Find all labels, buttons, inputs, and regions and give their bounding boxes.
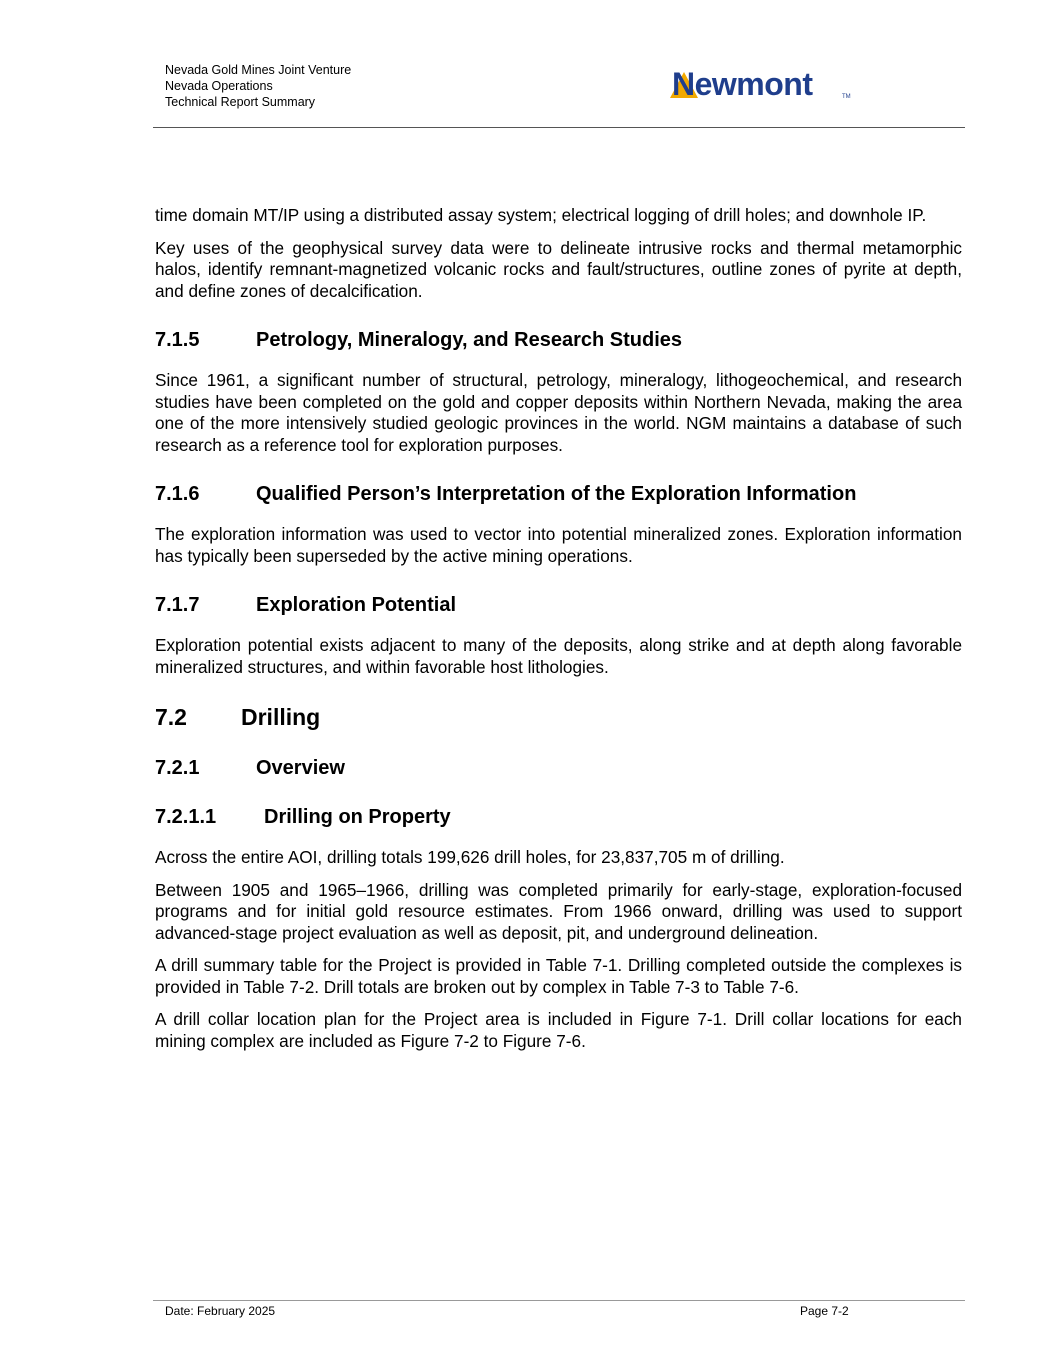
paragraph: time domain MT/IP using a distributed assay system; electrical logging of drill holes; and downhole IP. [155, 205, 927, 225]
paragraph: Since 1961, a significant number of structural, petrology, mineralogy, lithogeochemical, and research studies have been completed on the gold and copper deposits within Northern Nevada, making the area one of the more intensively studied geologic provinces in the world. NGM maintains a database of such research as a reference tool for exploration purposes. [155, 370, 962, 455]
section-title: Exploration Potential [256, 594, 457, 616]
footer-date: Date: February 2025 [165, 1304, 276, 1318]
page-content [155, 205, 962, 1052]
section-number: 7.2.1.1 [155, 806, 217, 828]
section-title: Qualified Person’s Interpretation of the Exploration Information [256, 483, 857, 505]
paragraph: A drill summary table for the Project is provided in Table 7-1. Drilling completed outside the complexes is provided in Table 7-2. Drill totals are broken out by complex in Table 7-3 to Table 7-6. [155, 955, 962, 997]
header-divider [153, 127, 965, 128]
section-number: 7.2 [155, 704, 187, 730]
section-number: 7.1.5 [155, 329, 200, 351]
header-report-type: Technical Report Summary [165, 95, 316, 109]
paragraph: Between 1905 and 1965–1966, drilling was completed primarily for early-stage, exploration-focused programs and for initial gold resource estimates. From 1966 onward, drilling was used to support advanced-stage project evaluation as well as deposit, pit, and underground delineation. [155, 879, 962, 943]
section-heading-7-2-1-1 [155, 806, 962, 829]
header-company: Nevada Gold Mines Joint Venture [165, 63, 352, 77]
newmont-logo [670, 68, 850, 104]
section-heading-7-1-5 [155, 329, 962, 352]
header-operations: Nevada Operations [165, 79, 273, 93]
section-title: Drilling on Property [264, 806, 451, 828]
header-block [165, 62, 351, 110]
section-heading-7-2-1 [155, 757, 962, 780]
section-number: 7.1.6 [155, 483, 200, 505]
footer-divider [153, 1300, 965, 1301]
section-title: Drilling [241, 704, 321, 730]
paragraph: Exploration potential exists adjacent to many of the deposits, along strike and at depth along favorable mineralized structures, and within favorable host lithologies. [155, 635, 962, 677]
section-number: 7.2.1 [155, 757, 200, 779]
section-heading-7-1-7 [155, 594, 962, 617]
section-heading-7-2 [155, 704, 962, 731]
paragraph: Key uses of the geophysical survey data were to delineate intrusive rocks and thermal metamorphic halos, identify remnant-magnetized volcanic rocks and fault/structures, outline zones of pyrite at depth, and define zones of decalcification. [155, 237, 962, 301]
section-number: 7.1.7 [155, 594, 200, 616]
paragraph: The exploration information was used to vector into potential mineralized zones. Exploration information has typically been superseded by the active mining operations. [155, 524, 962, 566]
section-title: Overview [256, 757, 345, 779]
paragraph: Across the entire AOI, drilling totals 199,626 drill holes, for 23,837,705 m of drilling. [155, 847, 785, 867]
footer-page-number: Page 7-2 [800, 1304, 849, 1318]
section-title: Petrology, Mineralogy, and Research Studies [256, 329, 683, 351]
section-heading-7-1-6 [155, 483, 962, 506]
logo-text: Newmont [672, 66, 813, 102]
logo-trademark: TM [842, 94, 851, 100]
paragraph: A drill collar location plan for the Project area is included in Figure 7-1. Drill collar locations for each mining complex are included as Figure 7-2 to Figure 7-6. [155, 1009, 962, 1051]
